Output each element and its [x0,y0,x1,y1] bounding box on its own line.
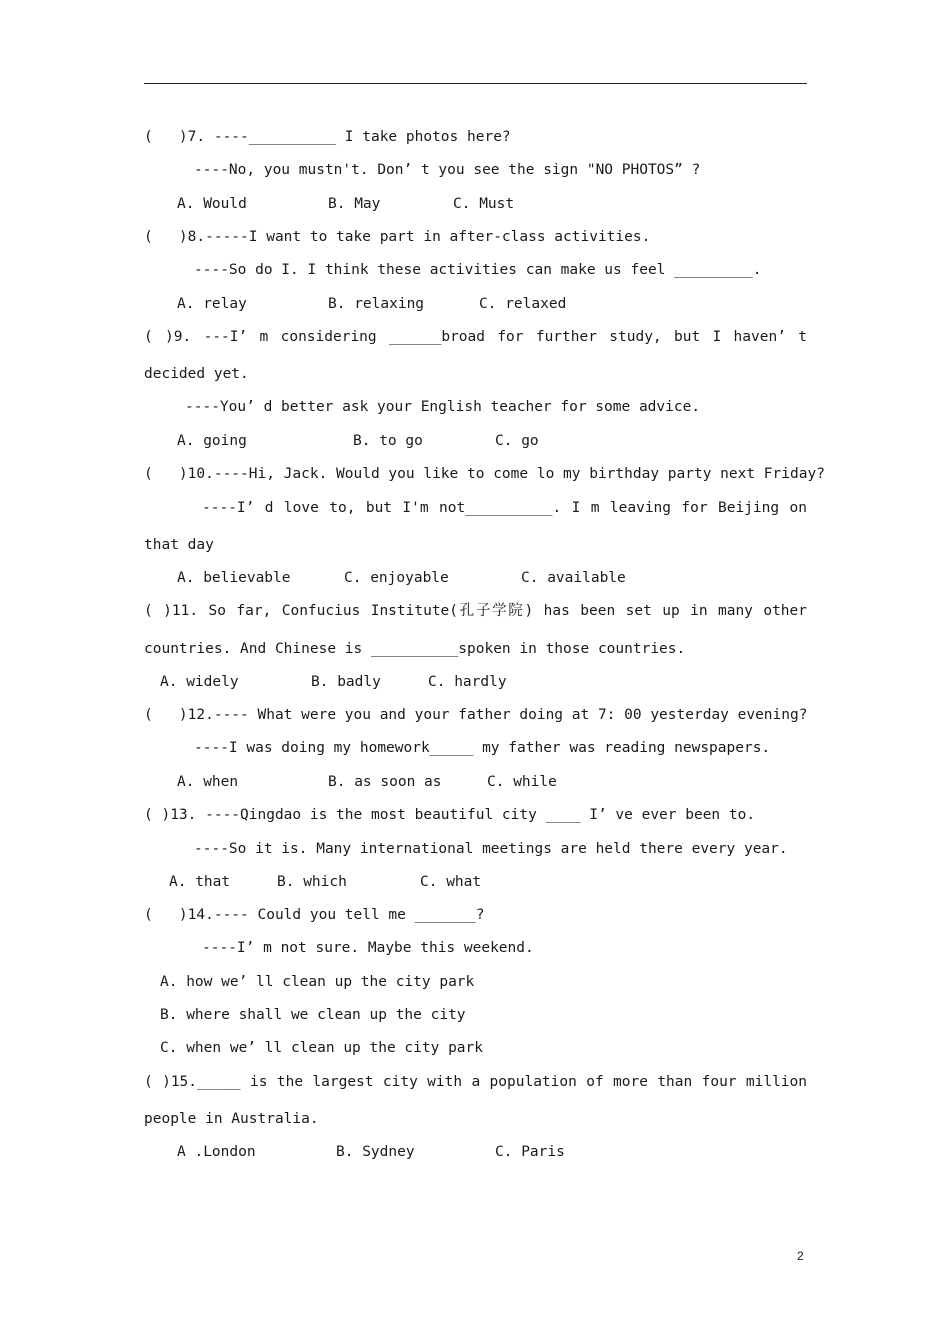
question-10-stem: ( )10.----Hi, Jack. Would you like to come lo my birthday party next Friday? [144,466,825,482]
question-13-option-a: A. that [169,874,231,890]
question-11-stem-cont: countries. And Chinese is __________spoken in those countries. [144,641,686,657]
question-15-option-b: B. Sydney [336,1144,415,1160]
question-13-stem: ( )13. ----Qingdao is the most beautiful city ____ I’ ve ever been to. [144,807,756,823]
question-9-reply: ----You’ d better ask your English teacher for some advice. [185,399,701,415]
question-8-option-a: A. relay [177,296,247,312]
question-7-option-a: A. Would [177,196,247,212]
question-12-option-b: B. as soon as [328,774,442,790]
page-number: 2 [797,1249,804,1263]
question-9-stem-cont: decided yet. [144,366,249,382]
question-15-stem: ( )15._____ is the largest city with a population of more than four million [144,1074,807,1090]
question-13-option-b: B. which [277,874,347,890]
question-10-option-a: A. believable [177,570,291,586]
question-14-reply: ----I’ m not sure. Maybe this weekend. [202,940,534,956]
question-11-option-c: C. hardly [428,674,507,690]
question-11-option-b: B. badly [311,674,381,690]
question-15-option-c: C. Paris [495,1144,565,1160]
question-8-reply: ----So do I. I think these activities can make us feel _________. [194,262,762,278]
question-9-option-a: A. going [177,433,247,449]
question-14-option-b: B. where shall we clean up the city [160,1007,466,1023]
question-13-option-c: C. what [420,874,482,890]
question-8-option-b: B. relaxing [328,296,425,312]
question-8-stem: ( )8.-----I want to take part in after-class activities. [144,229,651,245]
question-7-option-c: C. Must [453,196,515,212]
question-12-reply: ----I was doing my homework_____ my father was reading newspapers. [194,740,771,756]
question-9-option-c: C. go [495,433,539,449]
question-9-option-b: B. to go [353,433,423,449]
question-14-stem: ( )14.---- Could you tell me _______? [144,907,485,923]
question-14-option-a: A. how we’ ll clean up the city park [160,974,475,990]
question-7-reply: ----No, you mustn't. Don’ t you see the sign "NO PHOTOS” ? [194,162,701,178]
question-7-stem: ( )7. ----__________ I take photos here? [144,129,511,145]
question-11-stem: ( )11. So far, Confucius Institute(孔子学院) has been set up in many other [144,603,807,619]
header-rule [144,83,807,84]
question-12-stem: ( )12.---- What were you and your father doing at 7: 00 yesterday evening? [144,707,808,723]
question-15-stem-cont: people in Australia. [144,1111,319,1127]
question-9-stem: ( )9. ---I’ m considering ______broad for further study, but I haven’ t [144,329,807,345]
question-10-option-c: C. available [521,570,626,586]
question-7-option-b: B. May [328,196,381,212]
question-10-reply: ----I’ d love to, but I'm not__________. I m leaving for Beijing on [202,500,807,516]
question-10-option-b: C. enjoyable [344,570,449,586]
question-11-option-a: A. widely [160,674,239,690]
question-12-option-a: A. when [177,774,239,790]
question-14-option-c: C. when we’ ll clean up the city park [160,1040,484,1056]
question-13-reply: ----So it is. Many international meetings are held there every year. [194,841,788,857]
question-10-reply-cont: that day [144,537,214,553]
question-12-option-c: C. while [487,774,557,790]
question-15-option-a: A .London [177,1144,256,1160]
question-8-option-c: C. relaxed [479,296,567,312]
